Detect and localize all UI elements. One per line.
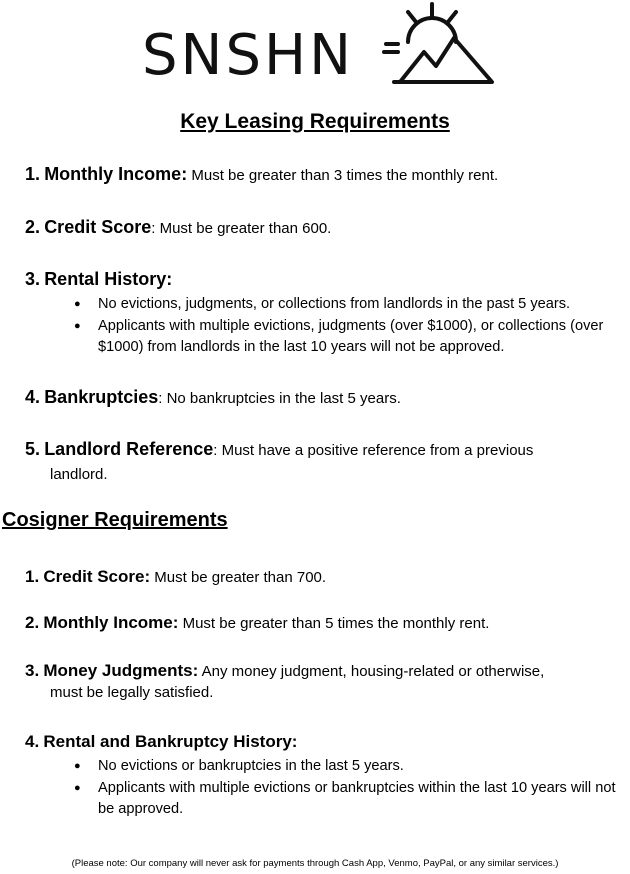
item-text: : No bankruptcies in the last 5 years. [158,390,401,407]
payment-disclaimer-note: (Please note: Our company will never ask for payments through Cash App, Venmo, PayPal, or any similar services.) [71,858,559,869]
key-item-credit-score [25,216,625,240]
item-label: Credit Score [44,217,152,237]
item-label: Credit Score: [43,567,151,586]
item-number: 2. [25,217,41,237]
item-label: Rental History: [44,269,173,289]
item-label: Monthly Income: [44,164,188,184]
cosigner-item-monthly-income [25,612,625,635]
bullet-item: ● No evictions, judgments, or collections from landlords in the past 5 years. [48,294,630,316]
item-label: Rental and Bankruptcy History: [43,732,298,751]
bullet-item: ● Applicants with multiple evictions or bankruptcies within the last 10 years will not be approved. [48,778,630,821]
cosigner-requirements-title: Cosigner Requirements [2,509,228,531]
item-label: Bankruptcies [44,387,159,407]
item-text-continued: landlord. [50,466,108,483]
rental-history-bullets [48,294,630,359]
item-number: 1. [25,567,40,586]
item-text: Must be greater than 5 times the monthly rent. [178,615,490,632]
key-item-landlord-reference [25,438,625,486]
item-label: Money Judgments: [43,661,199,680]
rental-bankruptcy-bullets [48,756,630,821]
item-number: 5. [25,439,41,459]
item-number: 2. [25,613,40,632]
cosigner-item-rental-bankruptcy-history [25,731,625,754]
item-text: Any money judgment, housing-related or otherwise, [198,663,545,680]
item-text: : Must have a positive reference from a previous [213,442,534,459]
item-text-continued: must be legally satisfied. [50,684,214,701]
item-text: : Must be greater than 600. [151,220,332,237]
key-item-rental-history [25,268,625,292]
item-text: Must be greater than 700. [150,569,327,586]
sun-mountain-logo-icon [364,0,499,92]
bullet-item: ● No evictions or bankruptcies in the last 5 years. [48,756,630,778]
item-label: Monthly Income: [43,613,179,632]
item-text: Must be greater than 3 times the monthly rent. [187,167,499,184]
item-number: 3. [25,661,40,680]
item-number: 1. [25,164,41,184]
bullet-item: ● Applicants with multiple evictions, judgments (over $1000), or collections (over $1000) from landlords in the last 10 years will not be approved. [48,316,630,359]
item-number: 4. [25,732,40,751]
item-number: 3. [25,269,41,289]
key-requirements-title: Key Leasing Requirements [180,110,450,133]
company-logo [142,0,502,92]
cosigner-item-credit-score [25,566,625,589]
logo-wordmark: SNSHN [142,23,354,88]
item-label: Landlord Reference [44,439,214,459]
key-item-bankruptcies [25,386,625,410]
item-number: 4. [25,387,41,407]
key-item-monthly-income [25,163,625,187]
cosigner-item-money-judgments [25,660,625,704]
